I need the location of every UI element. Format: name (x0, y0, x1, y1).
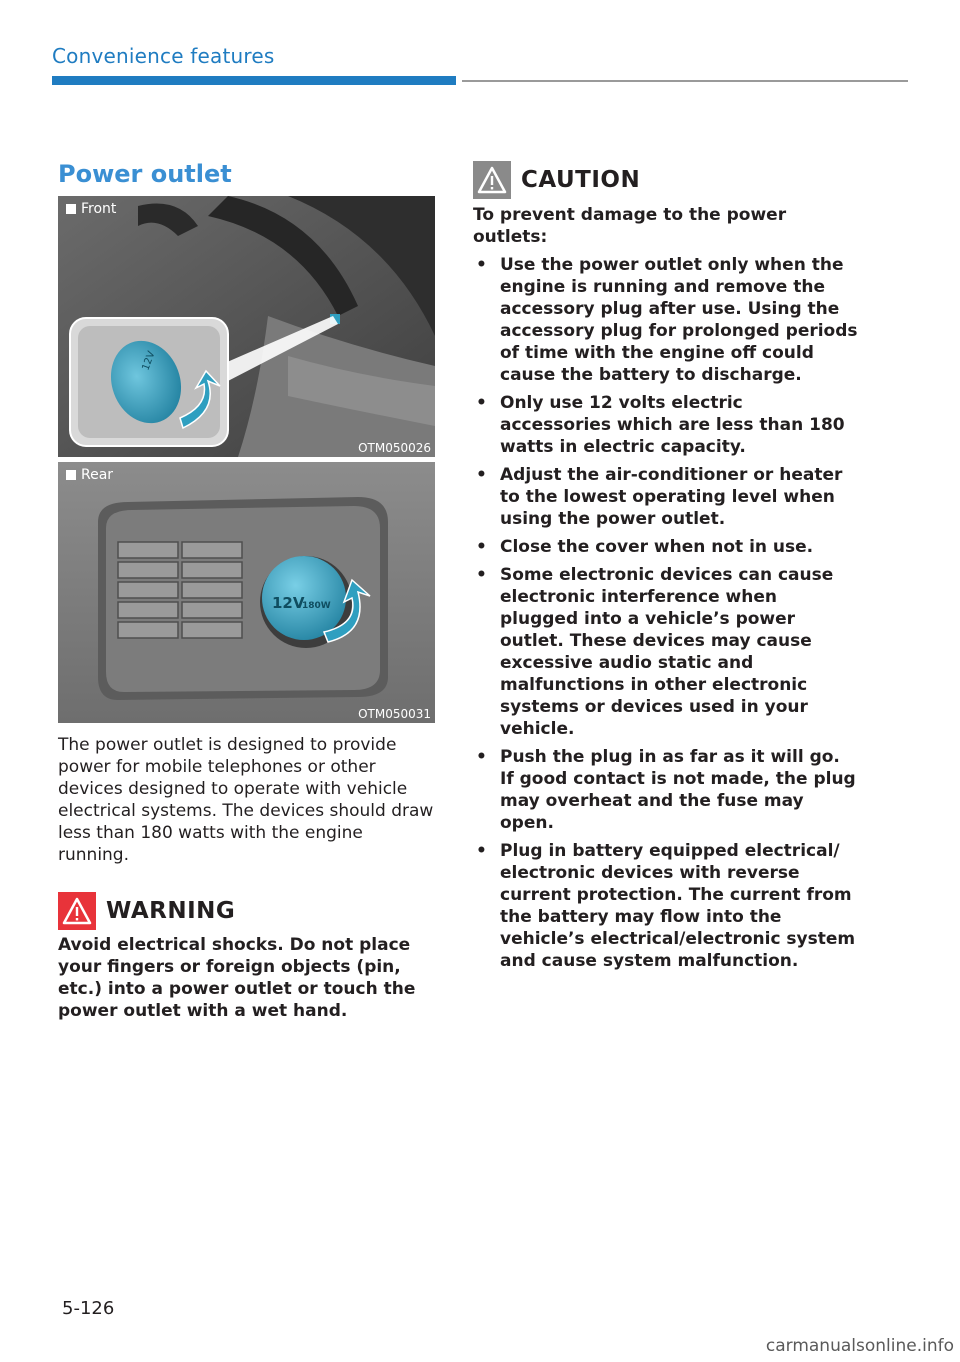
running-header: Convenience features (52, 44, 275, 68)
caution-item: • Only use 12 volts electric accessories which are less than 180 watts in electric capacity. (476, 393, 845, 457)
figure-rear (58, 462, 435, 723)
caution-triangle-icon (473, 161, 511, 199)
rear-socket-text: 12V (272, 594, 305, 612)
caution-heading (473, 161, 640, 199)
caution-title: CAUTION (521, 167, 641, 193)
caution-item: • Adjust the air-conditioner or heater to the lowest operating level when using the power outlet. (476, 465, 843, 529)
front-socket-text: 12V (140, 349, 158, 373)
figure-rear-code: OTM050031 (358, 707, 431, 721)
warning-heading (58, 892, 235, 930)
header-rule-accent (52, 76, 456, 85)
caution-item: • Plug in battery equipped electrical/ electronic devices with reverse current protection. The current from the battery may flow into the vehicle’s electrical/electronic system and cause system malfunction. (476, 841, 856, 971)
caution-item: • Close the cover when not in use. (476, 537, 814, 557)
warning-text: Avoid electrical shocks. Do not place your fingers or foreign objects (pin, etc.) into a power outlet or touch the power outlet with a wet hand. (58, 935, 416, 1021)
square-bullet-icon (66, 470, 76, 480)
watermark: carmanualsonline.info (765, 1336, 954, 1356)
caution-list (473, 254, 858, 978)
figure-front (58, 196, 435, 457)
caution-item: • Push the plug in as far as it will go. If good contact is not made, the plug may overheat and the fuse may open. (476, 747, 856, 833)
caution-item: • Some electronic devices can cause electronic interference when plugged into a vehicle’s power outlet. These devices may cause excessive audio static and malfunctions in other electronic systems or devices used in your vehicle. (476, 565, 834, 739)
warning-triangle-icon (58, 892, 96, 930)
caution-intro: To prevent damage to the power outlets: (473, 205, 787, 247)
rear-socket-subtext: 180W (302, 601, 331, 611)
caution-item: • Use the power outlet only when the engine is running and remove the accessory plug after use. Using the accessory plug for prolonged periods of time with the engine off could cause the battery to discharge. (476, 255, 858, 385)
section-title: Power outlet (58, 160, 232, 188)
front-console-illustration (58, 196, 435, 457)
figure-front-code: OTM050026 (358, 441, 431, 455)
page-number: 5-126 (62, 1298, 115, 1319)
description-paragraph: The power outlet is designed to provide power for mobile telephones or other devices designed to operate with vehicle electrical systems. The devices should draw less than 180 watts with the engine running. (58, 735, 434, 865)
figure-rear-label: Rear (66, 467, 113, 483)
square-bullet-icon (66, 204, 76, 214)
header-rule (462, 80, 908, 82)
rear-console-illustration (58, 462, 435, 723)
figure-front-label: Front (66, 201, 116, 217)
warning-title: WARNING (106, 898, 236, 924)
